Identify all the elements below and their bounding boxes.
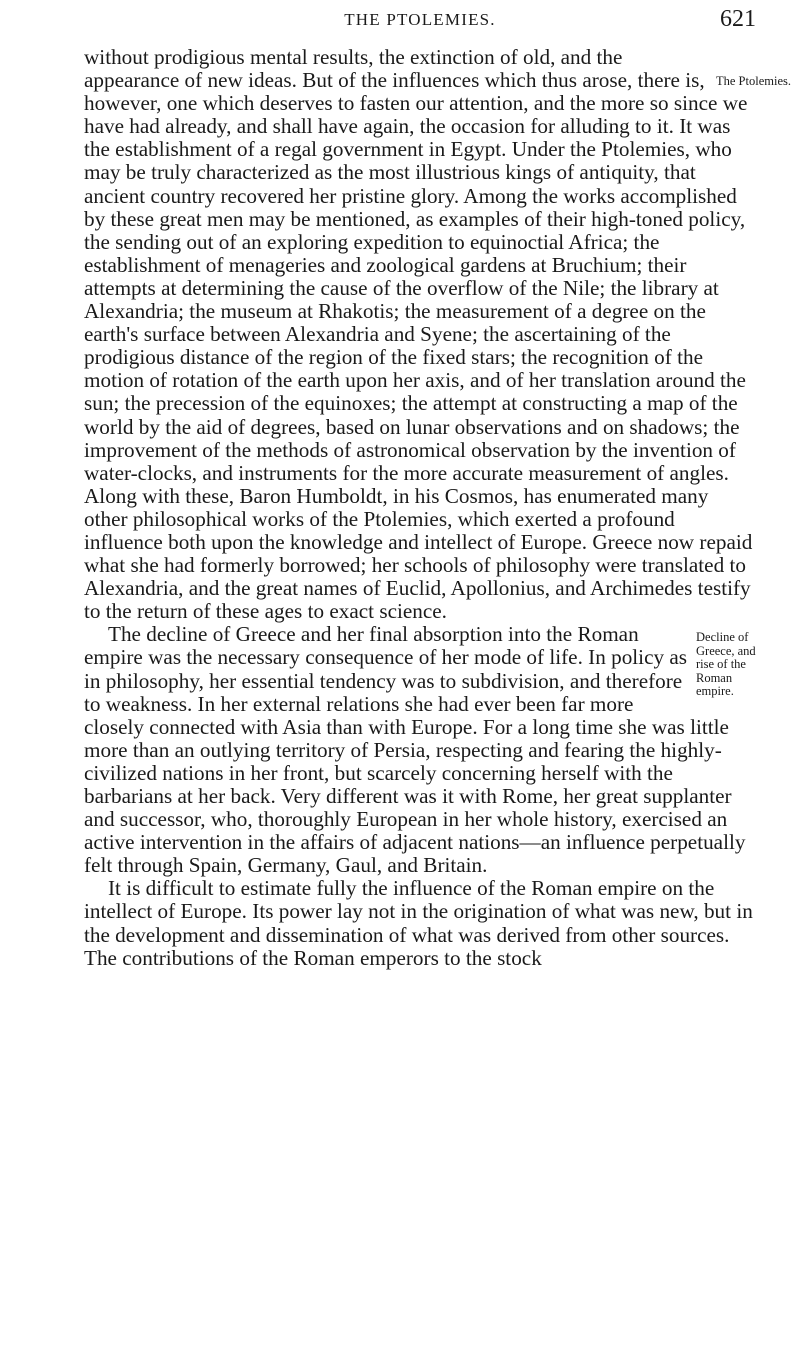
page-number: 621 [720, 6, 756, 32]
margin-note-decline-of-greece: Decline of Greece, and rise of the Roman empire. [696, 630, 756, 699]
running-title: THE PTOLEMIES. [344, 10, 496, 29]
page-header [84, 6, 756, 36]
paragraph-ptolemies: without prodigious mental results, the extinction of old, and the appearance of new ideas. But of the influences which thus arose, there is, however, one which deserves to fasten our attention, and the more so since we have had already, and shall have again, the occasion for alluding to it. It was the establishment of a regal government in Egypt. Under the Ptolemies, who may be truly characterized as the most illustrious kings of antiquity, that ancient country recovered her pristine glory. Among the works accomplished by these great men may be mentioned, as examples of their high-toned policy, the sending out of an exploring expedition to equinoctial Africa; the establishment of menageries and zoological gardens at Bruchium; their attempts at determining the cause of the overflow of the Nile; the library at Alexandria; the museum at Rhakotis; the measurement of a degree on the earth's surface between Alexandria and Syene; the ascertaining of the prodigious distance of the region of the fixed stars; the recognition of the motion of rotation of the earth upon her axis, and of her translation around the sun; the precession of the equinoxes; the attempt at constructing a map of the world by the aid of degrees, based on lunar observations and on shadows; the improvement of the methods of astronomical observation by the invention of water-clocks, and instruments for the more accurate measurement of angles. Along with these, Baron Humboldt, in his Cosmos, has enumerated many other philosophical works of the Ptolemies, which exerted a profound influence both upon the knowledge and intellect of Europe. Greece now repaid what she had formerly borrowed; her schools of philosophy were translated to Alexandria, and the great names of Euclid, Apollonius, and Archimedes testify to the return of these ages to exact science. [84, 45, 753, 624]
paragraph-roman-influence: It is difficult to estimate fully the influence of the Roman empire on the intellect of Europe. Its power lay not in the origination of what was new, but in the development and dissemination of what was derived from other sources. The contributions of the Roman emperors to the stock [84, 876, 753, 970]
margin-note-ptolemies: The Ptolemies. [716, 74, 791, 88]
paragraph-decline-of-greece: The decline of Greece and her final absorption into the Roman empire was the necessary consequence of her mode of life. In policy as in philosophy, her essential tendency was to subdivision, and therefore to weakness. In her external relations she had ever been far more closely connected with Asia than with Europe. For a long time she was little more than an outlying territory of Persia, respecting and fearing the highly-civilized nations in her front, but scarcely concerning herself with the barbarians at her back. Very different was it with Rome, her great supplanter and successor, who, thoroughly European in her whole history, exercised an active intervention in the affairs of adjacent nations—an influence perpetually felt through Spain, Germany, Gaul, and Britain. [84, 622, 746, 878]
body-text [84, 45, 791, 970]
